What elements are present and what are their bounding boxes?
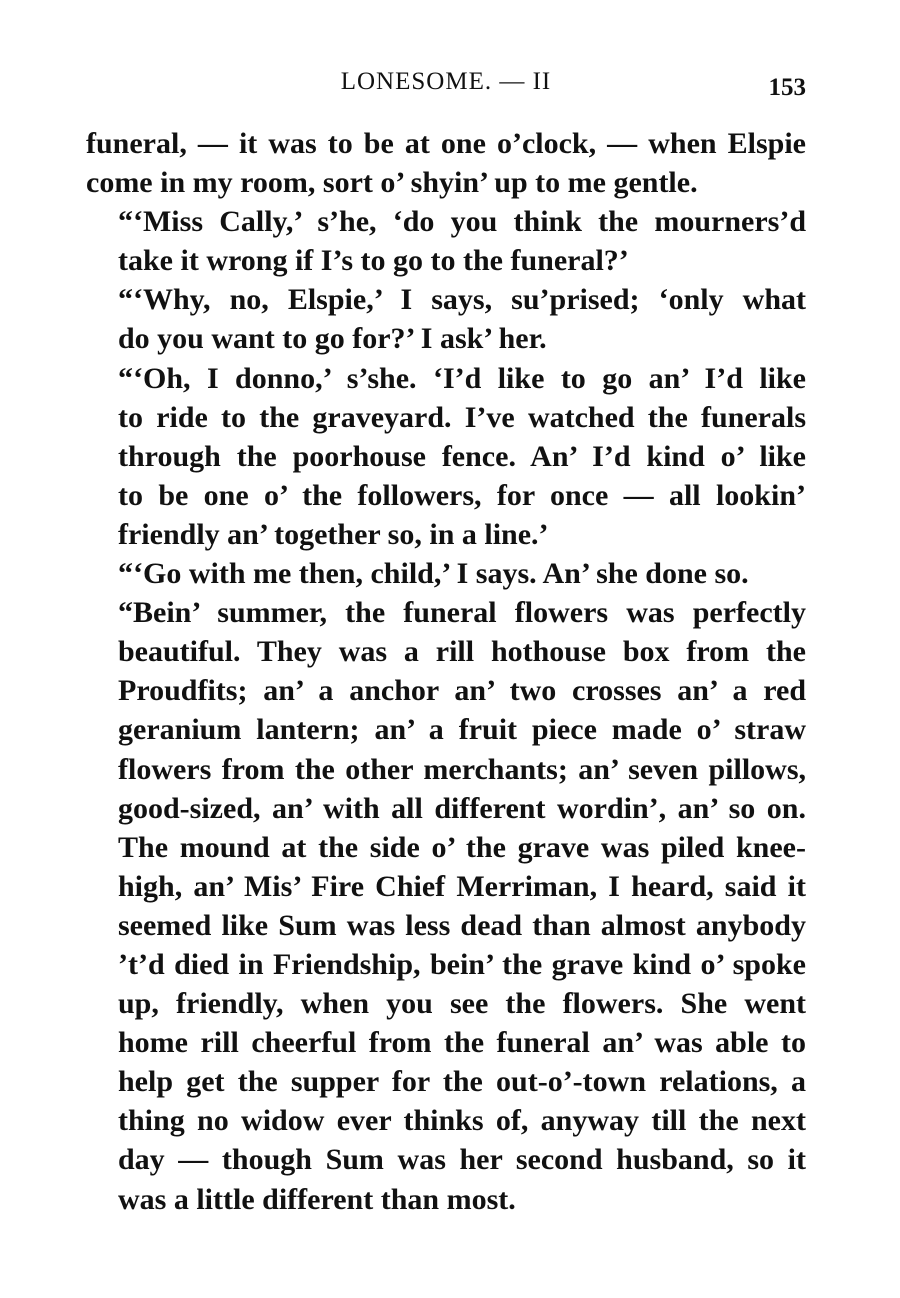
text-line: “‘Miss Cally,’ s’he, ‘do you think the mourners’d: [118, 205, 806, 239]
text-line: thing no widow ever thinks of, anyway till the next: [118, 1104, 806, 1138]
text-line: to ride to the graveyard. I’ve watched the funerals: [118, 400, 806, 434]
text-line: “‘Go with me then, child,’ I says. An’ she done so.: [118, 557, 749, 591]
paragraph: [86, 593, 806, 1219]
text-line: do you want to go for?’ I ask’ her.: [118, 322, 547, 356]
running-head: LONESOME. — II: [340, 68, 552, 95]
page-number: 153: [768, 74, 806, 101]
body-text: [86, 124, 806, 1219]
text-line: “Bein’ summer, the funeral flowers was perfectly: [118, 596, 806, 630]
text-line: seemed like Sum was less dead than almost anybody: [118, 908, 806, 942]
paragraph: [86, 359, 806, 554]
text-line: home rill cheerful from the funeral an’ was able to: [118, 1026, 806, 1060]
paragraph: [86, 280, 806, 358]
text-line: friendly an’ together so, in a line.’: [118, 517, 549, 551]
text-line: to be one o’ the followers, for once — all lookin’: [118, 478, 806, 512]
page-header: [86, 64, 806, 104]
text-line: day — though Sum was her second husband, so it: [118, 1143, 806, 1177]
paragraph: [86, 124, 806, 202]
text-line: geranium lantern; an’ a fruit piece made o’ straw: [118, 713, 806, 747]
text-line: good-sized, an’ with all different wordin’, an’ so on.: [118, 791, 806, 825]
text-line: high, an’ Mis’ Fire Chief Merriman, I heard, said it: [118, 869, 806, 903]
text-line: “‘Oh, I donno,’ s’she. ‘I’d like to go an’ I’d like: [118, 361, 806, 395]
text-line: through the poorhouse fence. An’ I’d kind o’ like: [118, 439, 806, 473]
text-line: ’t’d died in Friendship, bein’ the grave kind o’ spoke: [118, 947, 806, 981]
text-line: was a little different than most.: [118, 1182, 516, 1216]
text-line: up, friendly, when you see the flowers. She went: [118, 987, 806, 1021]
paragraph: [86, 554, 806, 593]
text-line: Proudfits; an’ a anchor an’ two crosses an’ a red: [118, 674, 806, 708]
paragraph: [86, 202, 806, 280]
text-line: take it wrong if I’s to go to the funeral?’: [118, 244, 629, 278]
text-line: help get the supper for the out-o’-town relations, a: [118, 1065, 806, 1099]
text-line: beautiful. They was a rill hothouse box from the: [118, 635, 806, 669]
text-line: funeral, — it was to be at one o’clock, — when Elspie: [86, 127, 806, 160]
text-line: come in my room, sort o’ shyin’ up to me gentle.: [86, 166, 698, 200]
text-line: “‘Why, no, Elspie,’ I says, su’prised; ‘only what: [118, 283, 806, 317]
text-line: The mound at the side o’ the grave was piled knee-: [118, 830, 806, 864]
text-line: flowers from the other merchants; an’ seven pillows,: [118, 752, 806, 786]
